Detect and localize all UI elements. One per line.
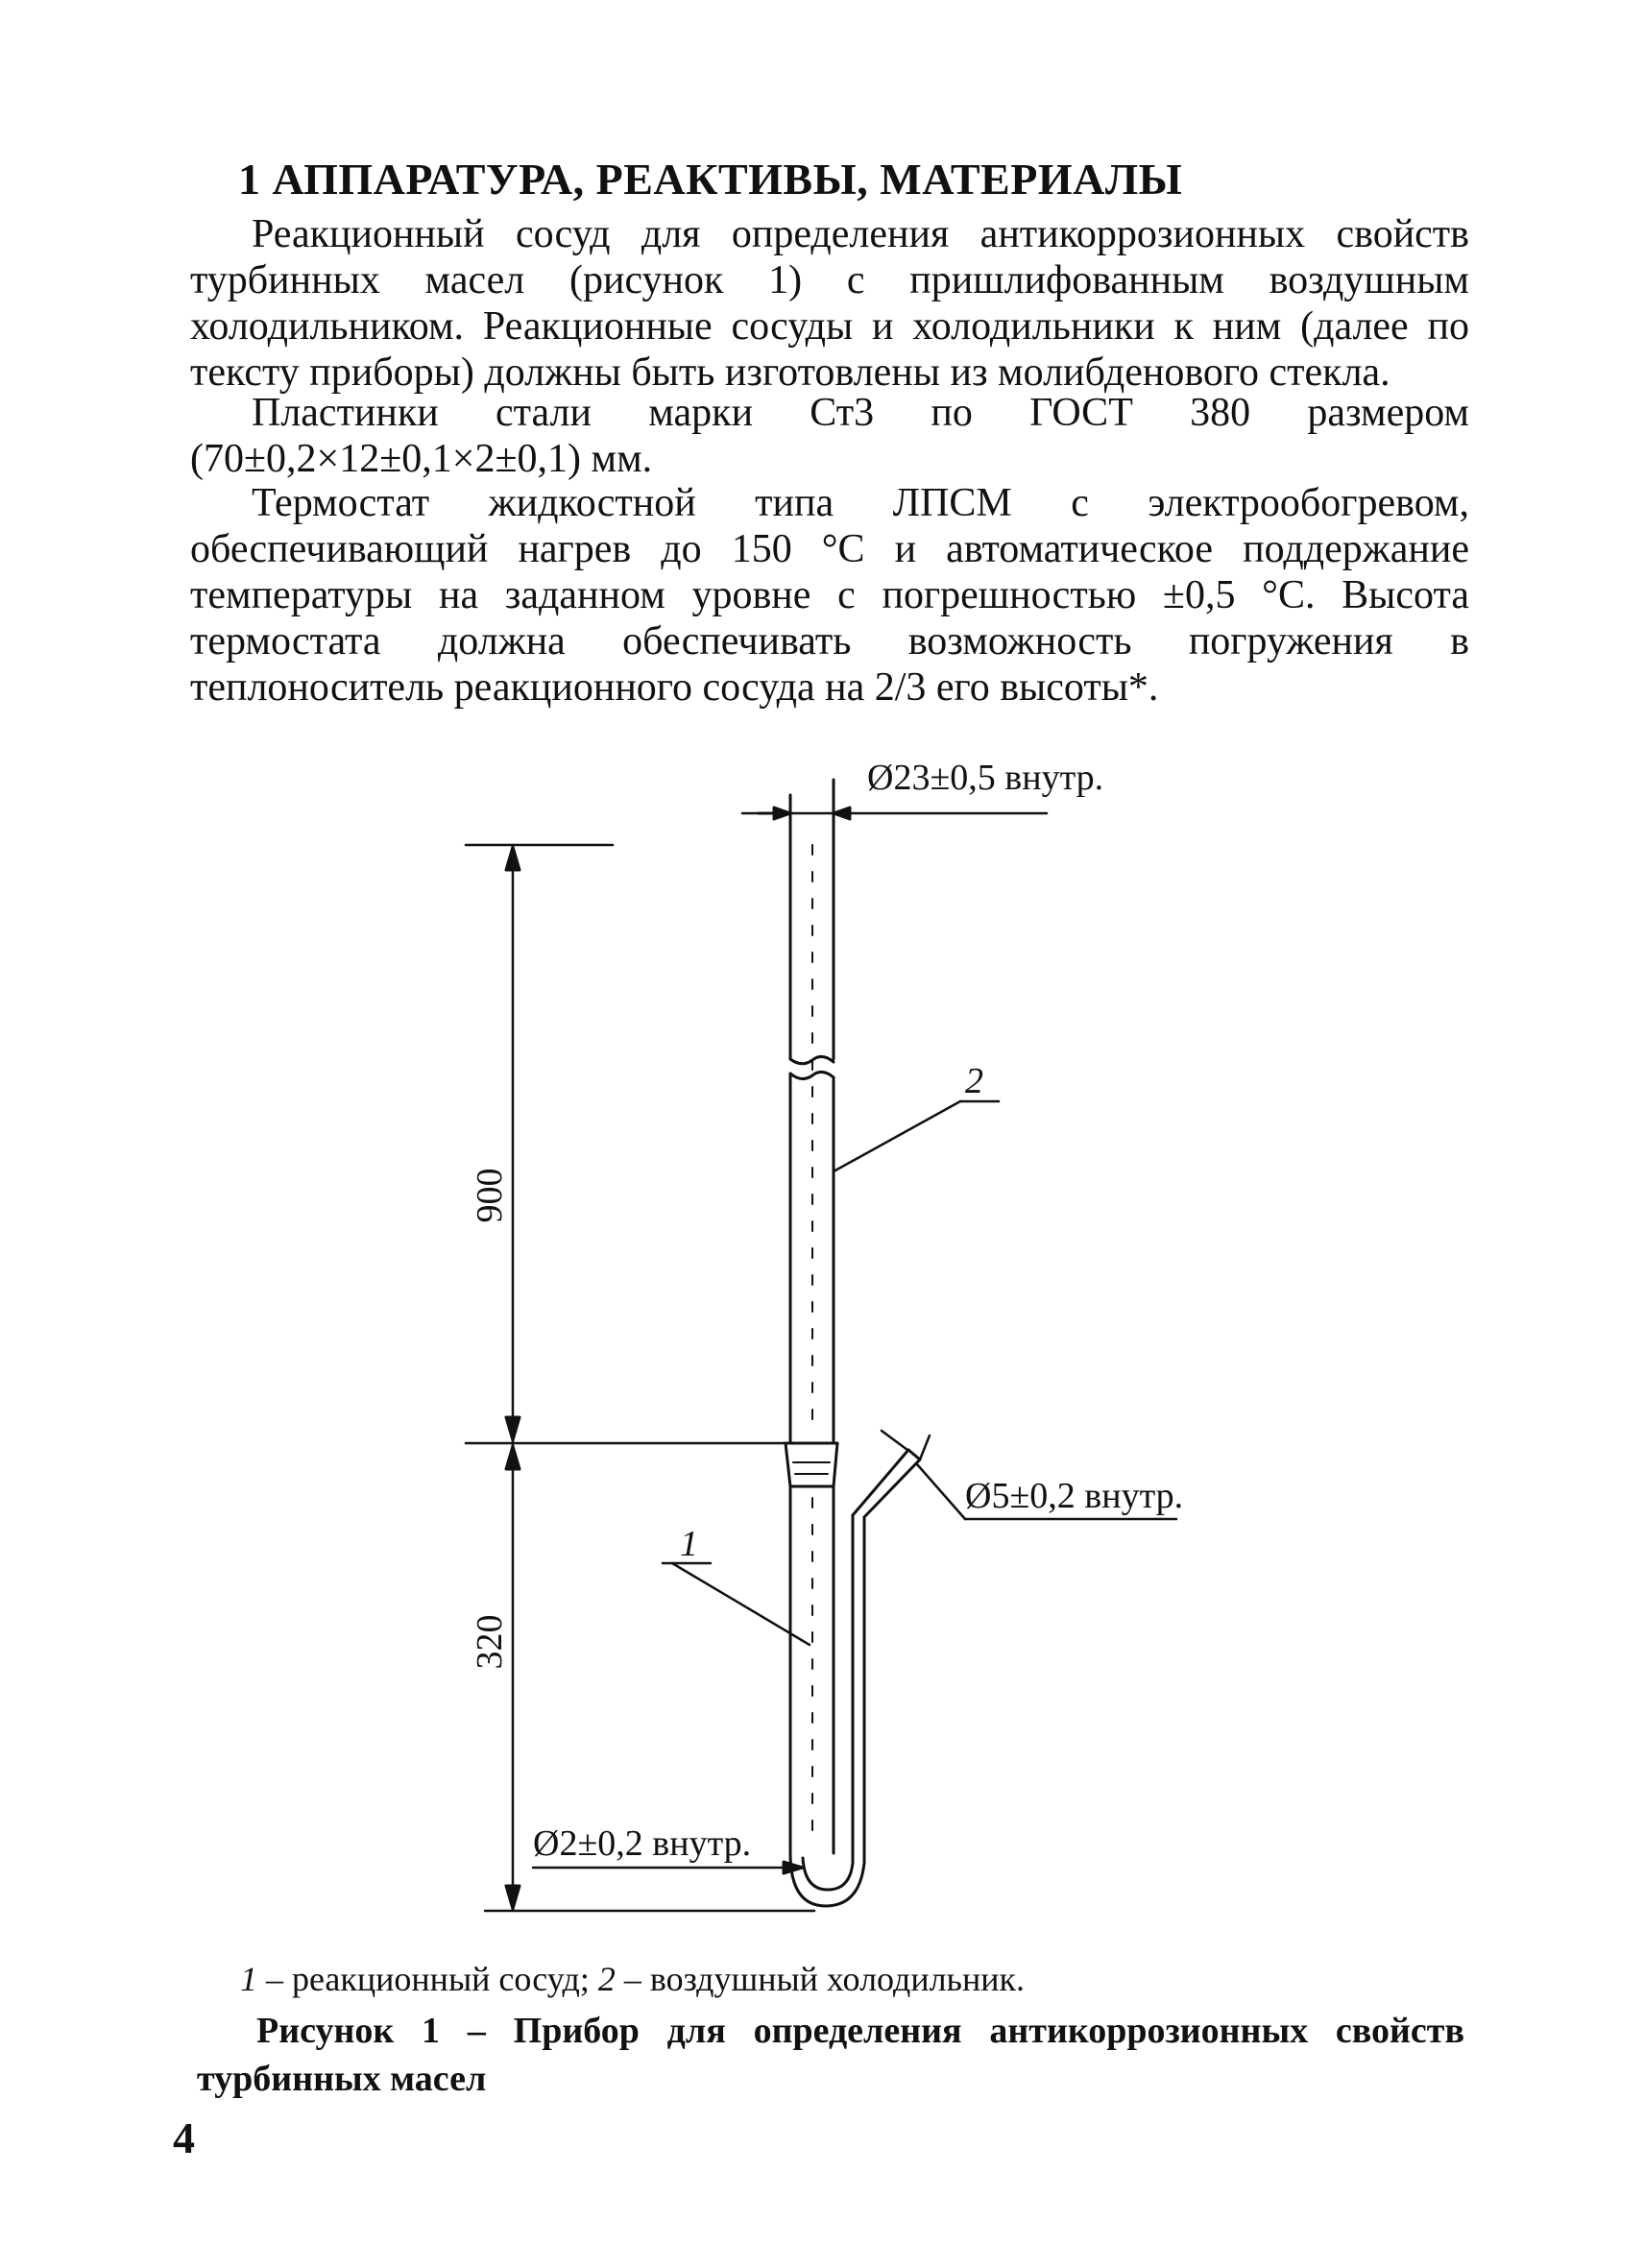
legend-item-1-number: 1 — [240, 1960, 257, 1998]
legend-item-2-number: 2 — [597, 1960, 616, 1998]
upper-length-label: 900 — [470, 1168, 510, 1223]
bottom-diameter-label: Ø2±0,2 внутр. — [533, 1823, 752, 1864]
section-heading: 1 АППАРАТУРА, РЕАКТИВЫ, МАТЕРИАЛЫ — [238, 155, 1183, 204]
legend-item-1-text: – реакционный сосуд; — [257, 1960, 598, 1998]
length-dimensions — [466, 845, 814, 1911]
page-number: 4 — [173, 2113, 195, 2162]
paragraph-reaction-vessel: Реакционный сосуд для определения антикоррозионных свойств турбинных масел (рисунок 1) с пришлифованным воздушным холодильником. Реакционные сосуды и холодильники к ним (далее по тексту приборы) должны быть изготовлены из молибденового стекла. — [190, 212, 1469, 395]
paragraph-steel-plates: Пластинки стали марки Ст3 по ГОСТ 380 размером (70±0,2×12±0,1×2±0,1) мм. — [190, 391, 1469, 481]
reaction-vessel-tube — [790, 1450, 920, 1906]
callout-label-1: 1 — [680, 1524, 698, 1564]
side-diameter-label: Ø5±0,2 внутр. — [965, 1476, 1184, 1516]
figure-legend — [240, 1959, 1025, 1999]
legend-item-2-text: – воздушный холодильник. — [615, 1960, 1025, 1998]
figure-caption: Рисунок 1 – Прибор для определения антикоррозионных свойств турбинных масел — [197, 2011, 1464, 2099]
air-condenser-tube — [786, 835, 837, 1486]
callout-label-2: 2 — [965, 1061, 983, 1101]
callout-leader-2 — [834, 1101, 960, 1171]
lower-length-label: 320 — [470, 1614, 510, 1670]
paragraph-thermostat: Термостат жидкостной типа ЛПСМ с электрообогревом, обеспечивающий нагрев до 150 °С и автоматическое поддержание температуры на заданном уровне с погрешностью ±0,5 °С. Высота термостата должна обеспечивать возможность погружения в теплоноситель реакционного сосуда на 2/3 его высоты*. — [190, 481, 1469, 710]
top-diameter-label: Ø23±0,5 внутр. — [867, 758, 1104, 798]
